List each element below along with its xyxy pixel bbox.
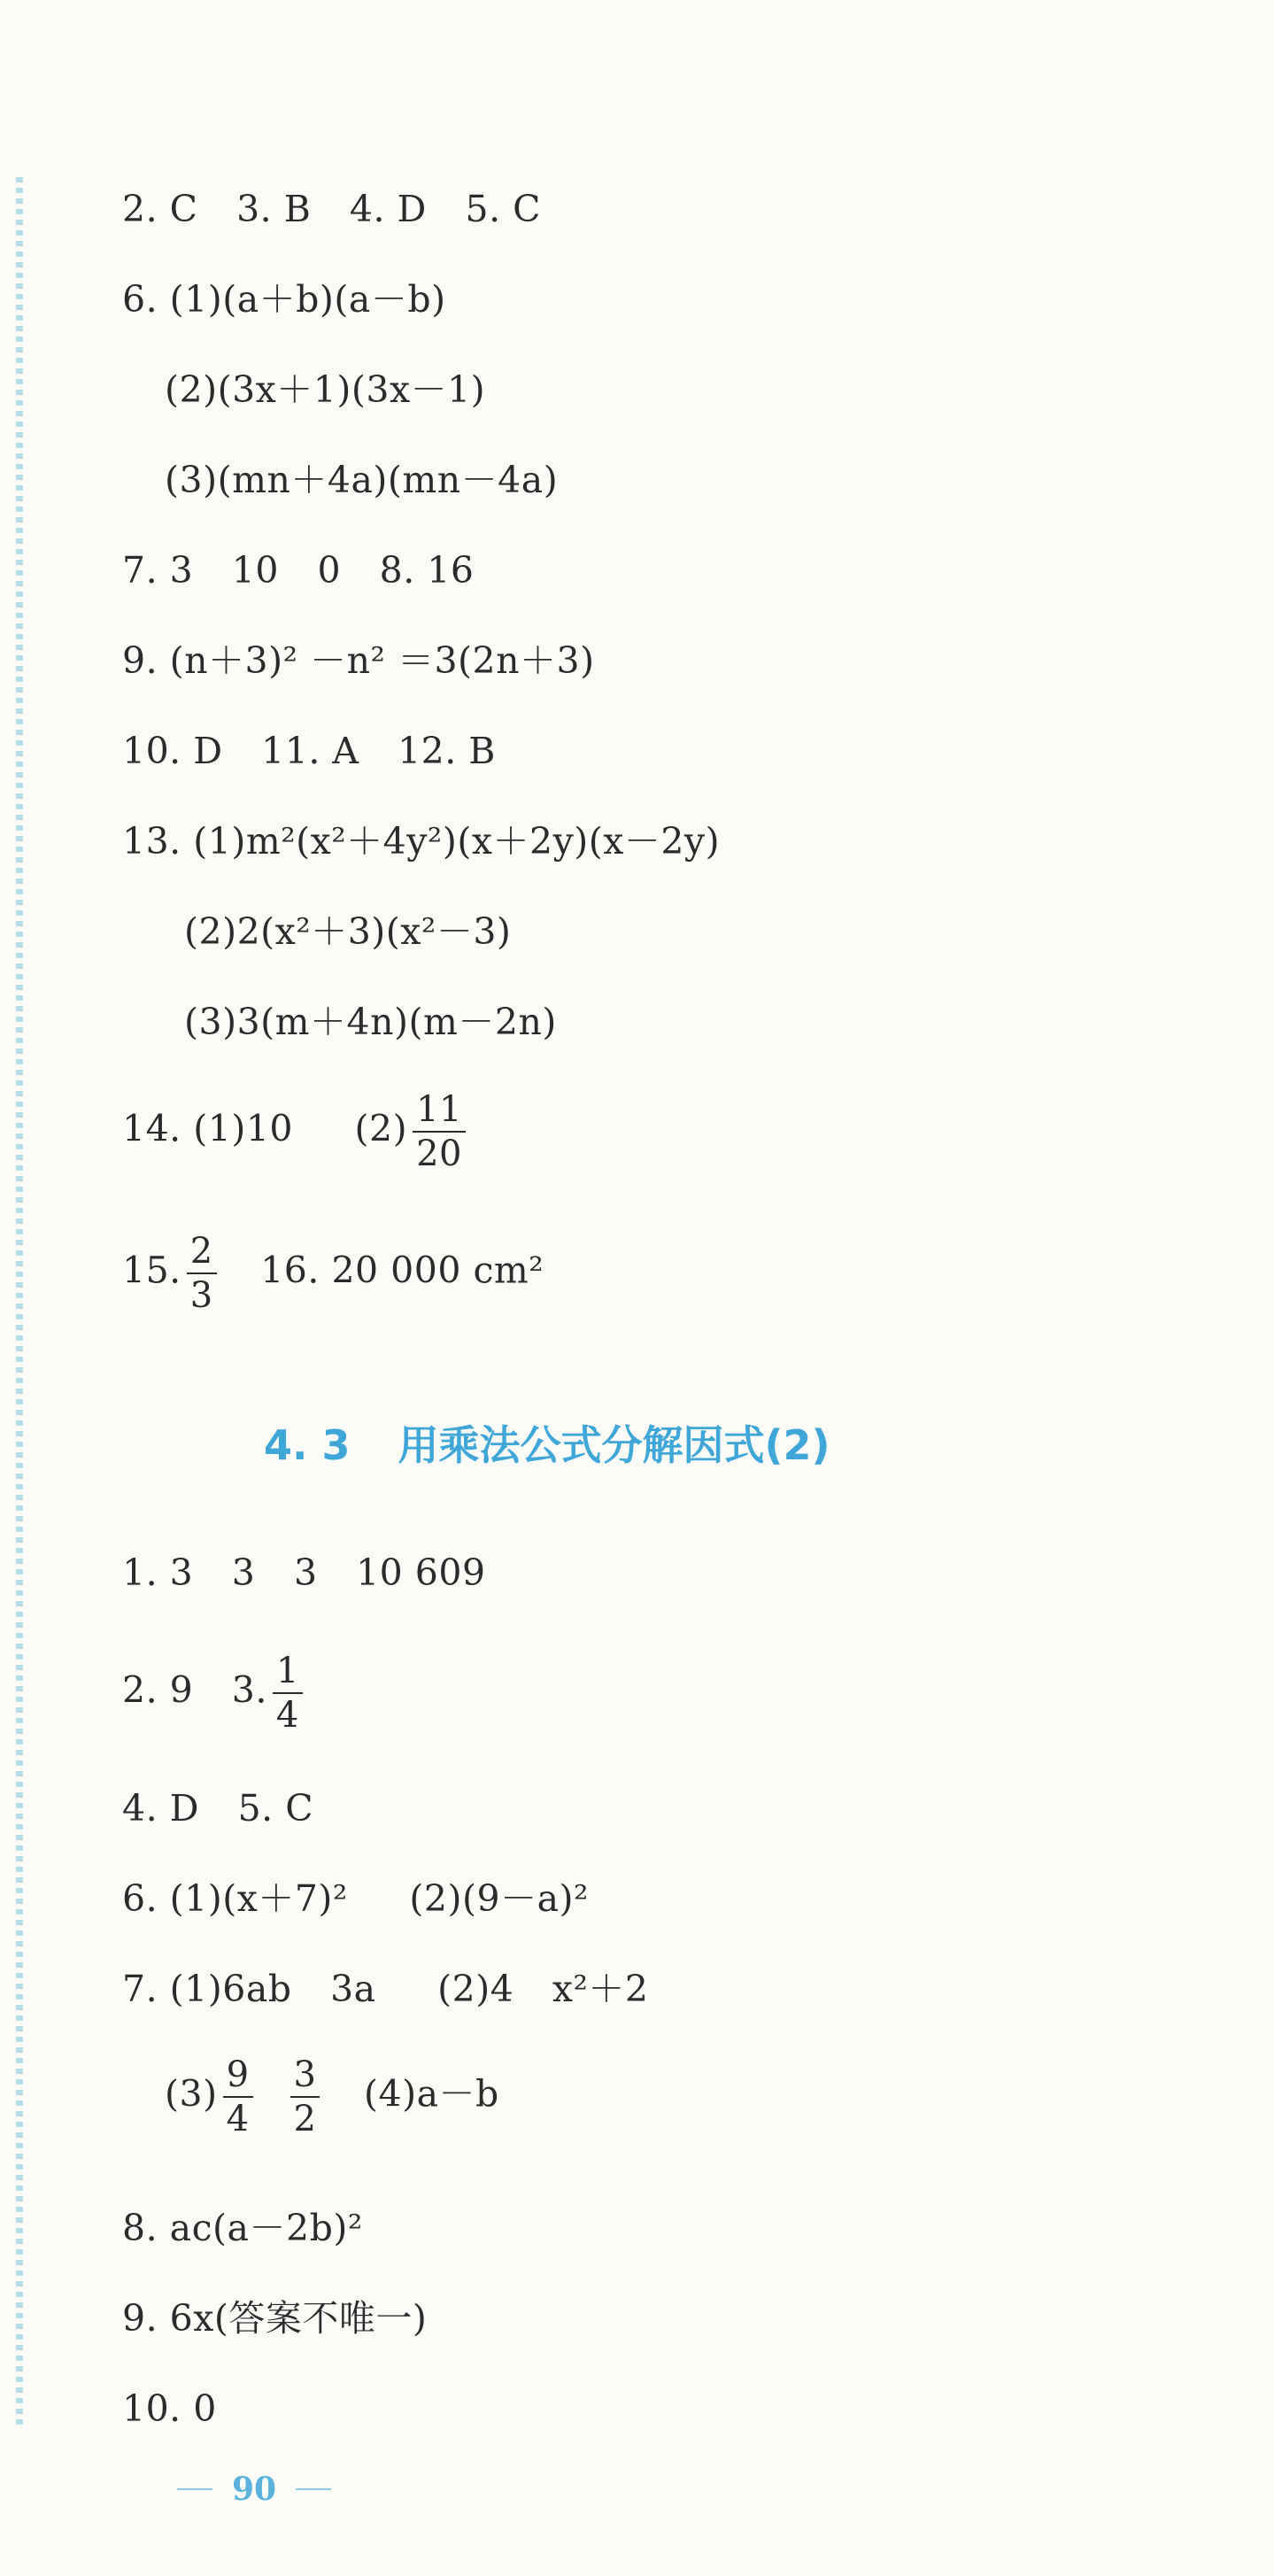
answer-12: 12. B — [398, 730, 496, 772]
answer2-7-3-label: (3) — [165, 2072, 218, 2116]
answer-line-15-16 — [122, 1233, 544, 1314]
answer-2: 2. C — [122, 188, 198, 230]
answer2-6-2: (2)(9－a)² — [409, 1877, 589, 1920]
answer-line-14 — [122, 1091, 471, 1172]
fraction-2-3 — [187, 1233, 217, 1314]
fraction-numerator: 2 — [189, 1231, 213, 1272]
answer-15-label: 15. — [122, 1249, 181, 1292]
fraction-denominator: 2 — [293, 2099, 317, 2139]
answer2-1a: 1. 3 — [122, 1551, 194, 1594]
answer2-line-9: 9. 6x(答案不唯一) — [122, 2297, 428, 2340]
fraction-bar — [187, 1273, 217, 1274]
fraction-denominator: 4 — [275, 1695, 299, 1736]
answer2-line-7-3 — [165, 2056, 499, 2138]
footer-dash-right — [296, 2488, 331, 2490]
answer-line-2-5 — [122, 188, 542, 230]
fraction-bar — [413, 1131, 466, 1133]
footer-dash-left — [177, 2488, 212, 2490]
fraction-bar — [273, 1692, 303, 1694]
fraction-numerator: 1 — [275, 1651, 299, 1691]
answer-10: 10. D — [122, 730, 223, 772]
answer2-7-2a: (2)4 — [437, 1968, 514, 2010]
fraction-1-4 — [273, 1652, 303, 1734]
fraction-numerator: 9 — [226, 2054, 250, 2095]
fraction-bar — [290, 2096, 320, 2098]
answer2-7-2b: x²＋2 — [552, 1968, 649, 2010]
answer-line-13-1: 13. (1)m²(x²＋4y²)(x＋2y)(x－2y) — [122, 820, 721, 863]
section-title: 用乘法公式分解因式(2) — [398, 1421, 830, 1469]
answer2-4: 4. D — [122, 1787, 200, 1830]
answer2-2: 2. 9 — [122, 1668, 194, 1712]
page-footer — [177, 2471, 331, 2508]
answer-14-1: 14. (1)10 — [122, 1107, 293, 1150]
answer2-line-7-1 — [122, 1968, 649, 2010]
answer2-3-label: 3. — [231, 1668, 267, 1712]
answer-line-9: 9. (n＋3)² －n² ＝3(2n＋3) — [122, 639, 595, 682]
answer-line-13-2: (2)2(x²＋3)(x²－3) — [184, 910, 512, 953]
fraction-denominator: 4 — [226, 2099, 250, 2139]
answer-5: 5. C — [465, 188, 542, 230]
answer2-line-4-5 — [122, 1787, 314, 1830]
answer2-1c: 3 — [293, 1551, 318, 1594]
answer-16: 16. 20 000 cm² — [260, 1249, 544, 1292]
answer-3: 3. B — [236, 188, 312, 230]
answer2-line-1 — [122, 1551, 486, 1594]
answer2-1d: 10 609 — [356, 1551, 486, 1594]
answer-11: 11. A — [261, 730, 359, 772]
answer2-7-1a: 7. (1)6ab — [122, 1968, 292, 2010]
fraction-denominator: 3 — [189, 1275, 213, 1316]
answer2-line-10: 10. 0 — [122, 2387, 217, 2430]
answer2-line-2-3 — [122, 1652, 308, 1734]
fraction-9-4 — [223, 2056, 253, 2138]
fraction-11-20 — [413, 1091, 466, 1172]
fraction-numerator: 3 — [293, 2054, 317, 2095]
answer-7c: 0 — [317, 549, 342, 592]
answer-7b: 10 — [231, 549, 279, 592]
answer-4: 4. D — [349, 188, 427, 230]
answer-line-6-3: (3)(mn＋4a)(mn－4a) — [165, 459, 559, 501]
section-number: 4. 3 — [264, 1421, 351, 1469]
answer2-line-8: 8. ac(a－2b)² — [122, 2207, 363, 2249]
fraction-3-2 — [290, 2056, 320, 2138]
answer-14-2-label: (2) — [354, 1107, 408, 1150]
answer2-1b: 3 — [231, 1551, 256, 1594]
answer-7a: 7. 3 — [122, 549, 194, 592]
answer-line-6-1: 6. (1)(a＋b)(a－b) — [122, 278, 446, 321]
answer-line-10-12 — [122, 730, 496, 772]
answer-line-13-3: (3)3(m＋4n)(m－2n) — [184, 1001, 557, 1043]
dotted-margin-line — [16, 177, 23, 2426]
answer2-line-6 — [122, 1877, 589, 1920]
answer2-6-1: 6. (1)(x＋7)² — [122, 1877, 348, 1920]
answer-line-7-8 — [122, 549, 475, 592]
answer-8: 8. 16 — [379, 549, 475, 592]
page-number: 90 — [232, 2471, 277, 2508]
answer2-5: 5. C — [237, 1787, 314, 1830]
fraction-numerator: 11 — [416, 1089, 463, 1130]
answer-line-6-2: (2)(3x＋1)(3x－1) — [165, 368, 486, 411]
answer2-7-1b: 3a — [330, 1968, 376, 2010]
fraction-denominator: 20 — [416, 1133, 463, 1174]
section-heading — [264, 1413, 830, 1472]
answer2-7-4: (4)a－b — [364, 2072, 499, 2116]
fraction-bar — [223, 2096, 253, 2098]
